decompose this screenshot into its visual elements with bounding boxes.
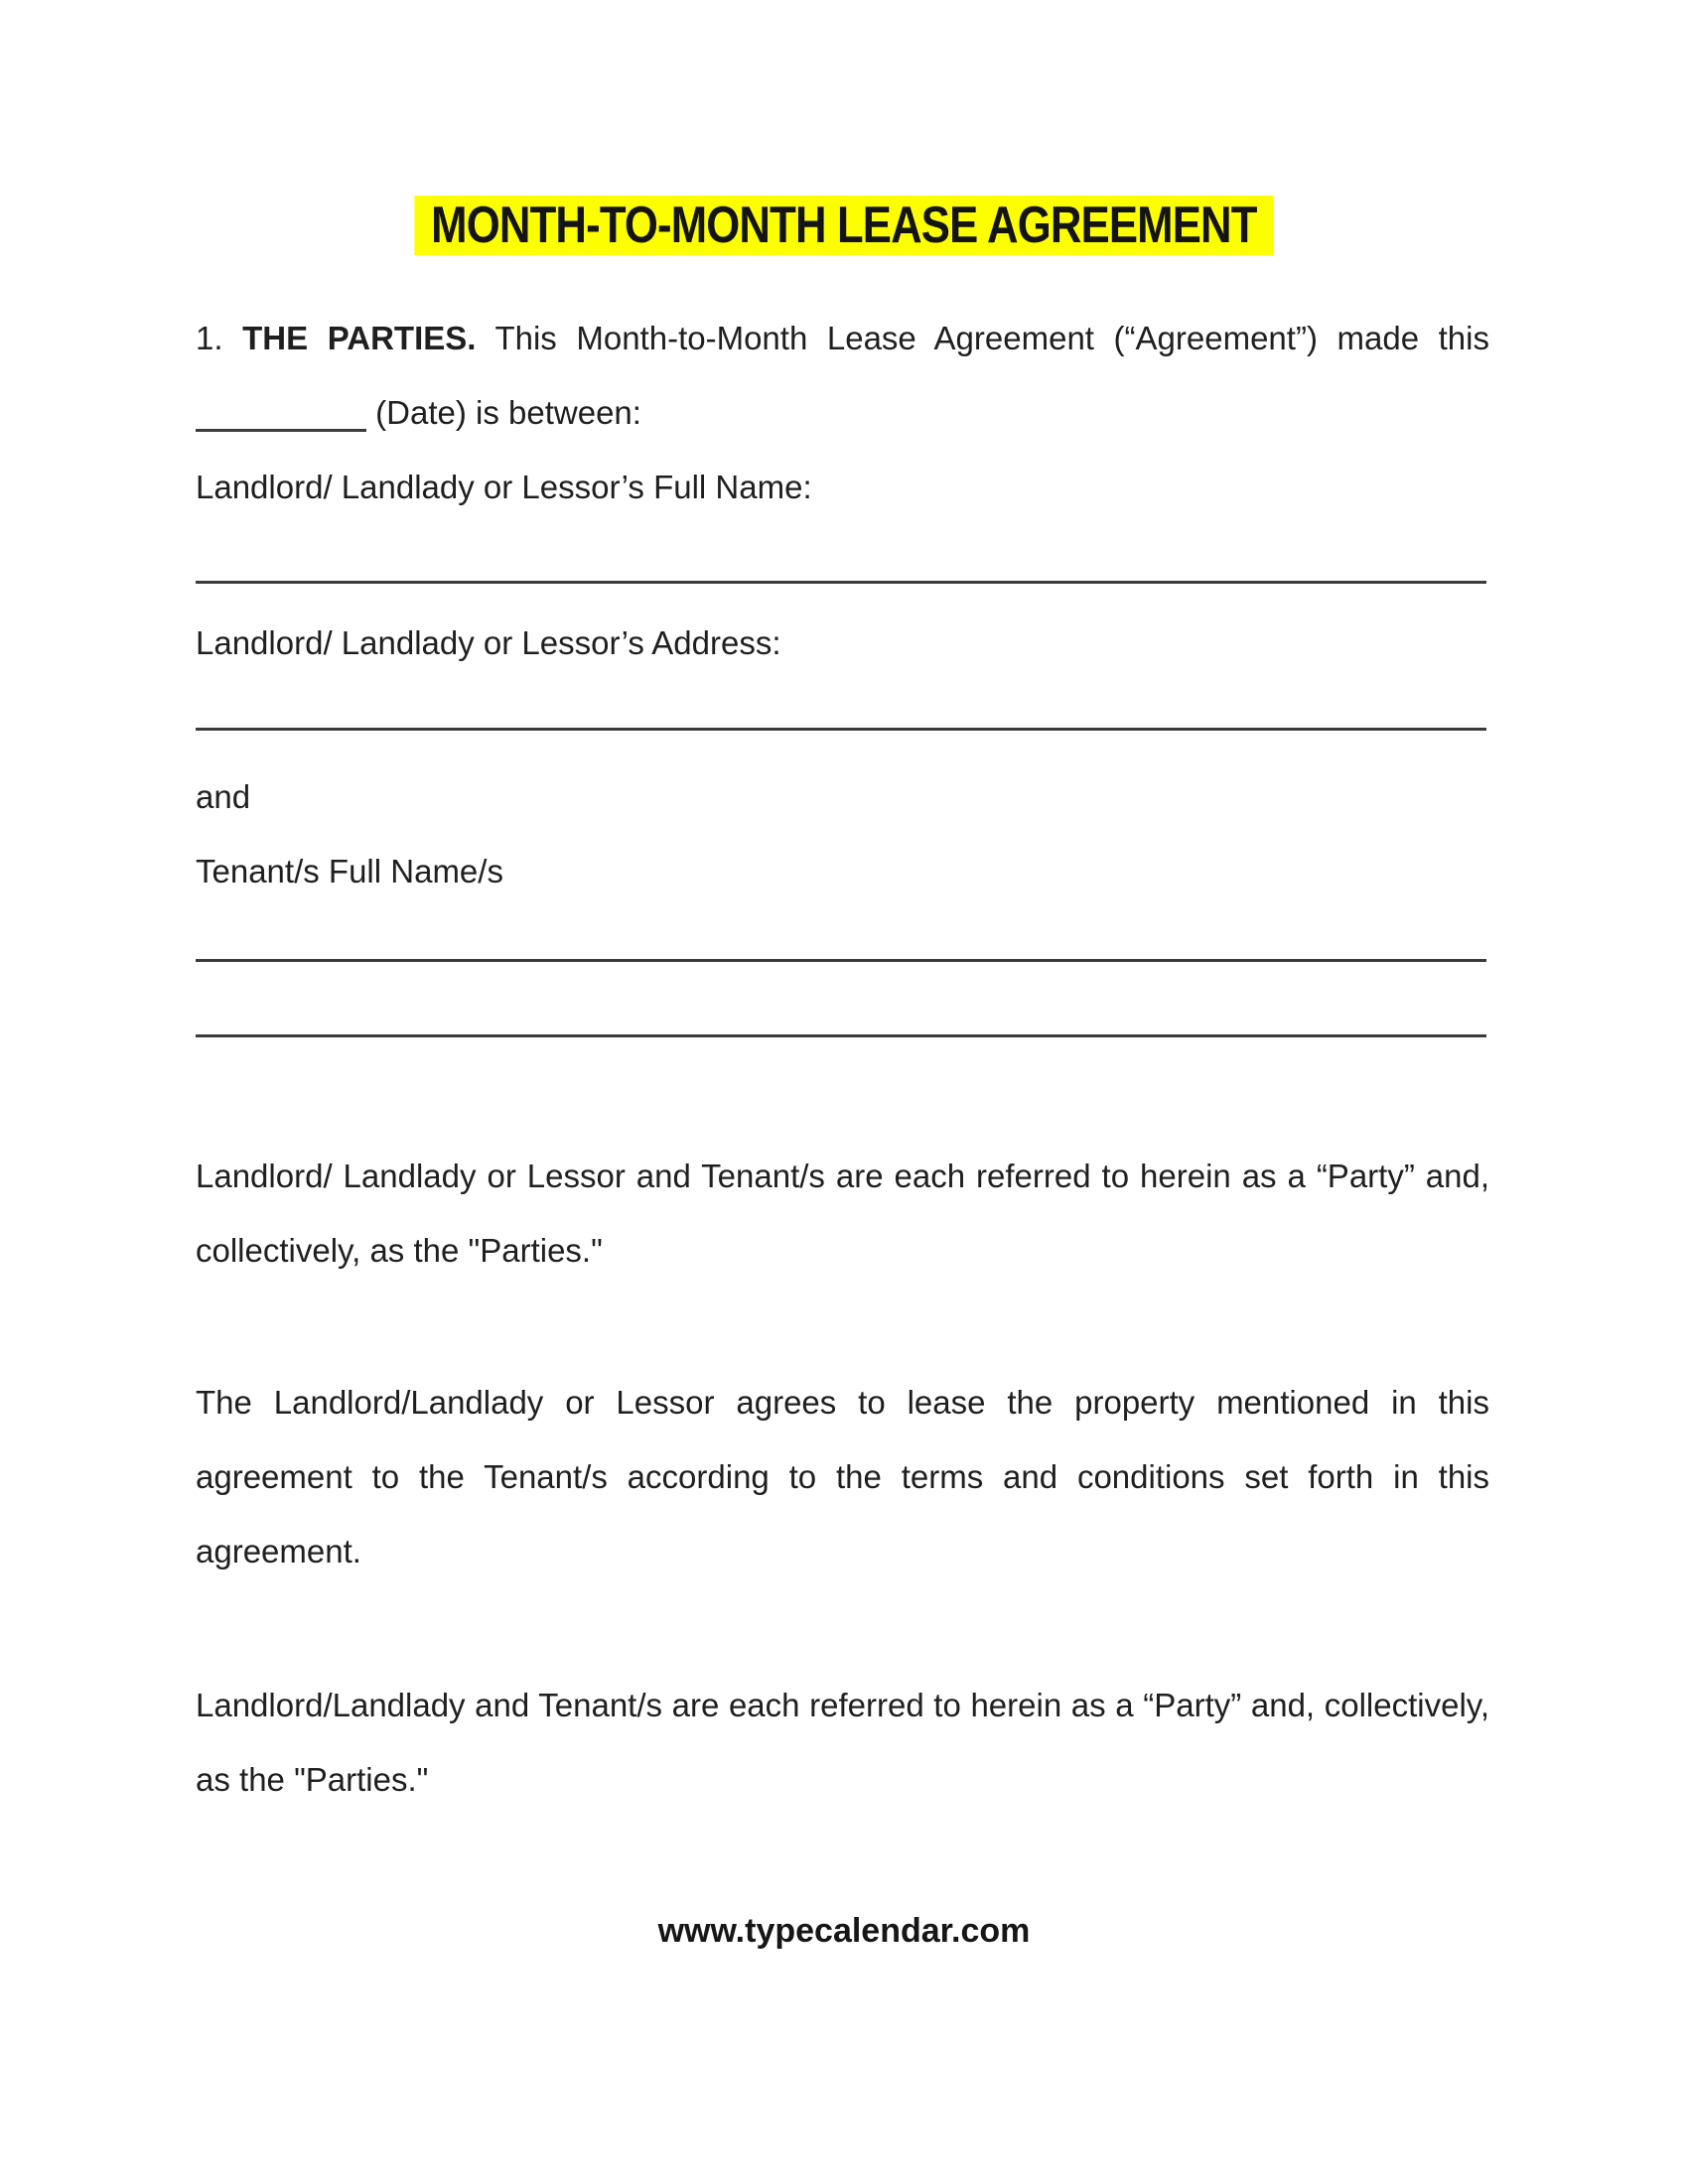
landlord-name-label: Landlord/ Landlady or Lessor’s Full Name: <box>196 469 812 505</box>
section-number: 1. <box>196 320 223 356</box>
tenant-name-label: Tenant/s Full Name/s <box>196 853 503 889</box>
tenant-name-blank-line-1 <box>196 959 1486 962</box>
title-row <box>0 196 1688 255</box>
landlord-address-label: Landlord/ Landlady or Lessor’s Address: <box>196 624 781 661</box>
lease-clause-paragraph: The Landlord/Landlady or Lessor agrees to lease the property mentioned in this agreement to the Tenant/s according to the terms and conditions set forth in this agreement. <box>196 1384 1489 1570</box>
parties-clause-paragraph: Landlord/ Landlady or Lessor and Tenant/s are each referred to herein as a “Party” and, collectively, as the "Parties." <box>196 1158 1489 1269</box>
footer-url: www.typecalendar.com <box>657 1912 1031 1950</box>
landlord-name-blank-line <box>196 581 1486 584</box>
parties-clause-2-paragraph: Landlord/Landlady and Tenant/s are each referred to herein as a “Party” and, collectively, as the "Parties." <box>196 1687 1489 1798</box>
parties-intro-paragraph <box>196 301 1489 450</box>
section-heading: THE PARTIES. <box>242 320 477 356</box>
conjunction-text: and <box>196 778 251 815</box>
tenant-name-blank-line-2 <box>196 1034 1486 1037</box>
date-blank-line <box>196 428 366 432</box>
intro-text: This Month-to-Month Lease Agreement (“Agreement”) made this <box>494 320 1489 356</box>
document-title: MONTH-TO-MONTH LEASE AGREEMENT <box>415 196 1274 255</box>
landlord-address-blank-line <box>196 728 1486 731</box>
date-suffix-text: (Date) is between: <box>375 394 641 431</box>
